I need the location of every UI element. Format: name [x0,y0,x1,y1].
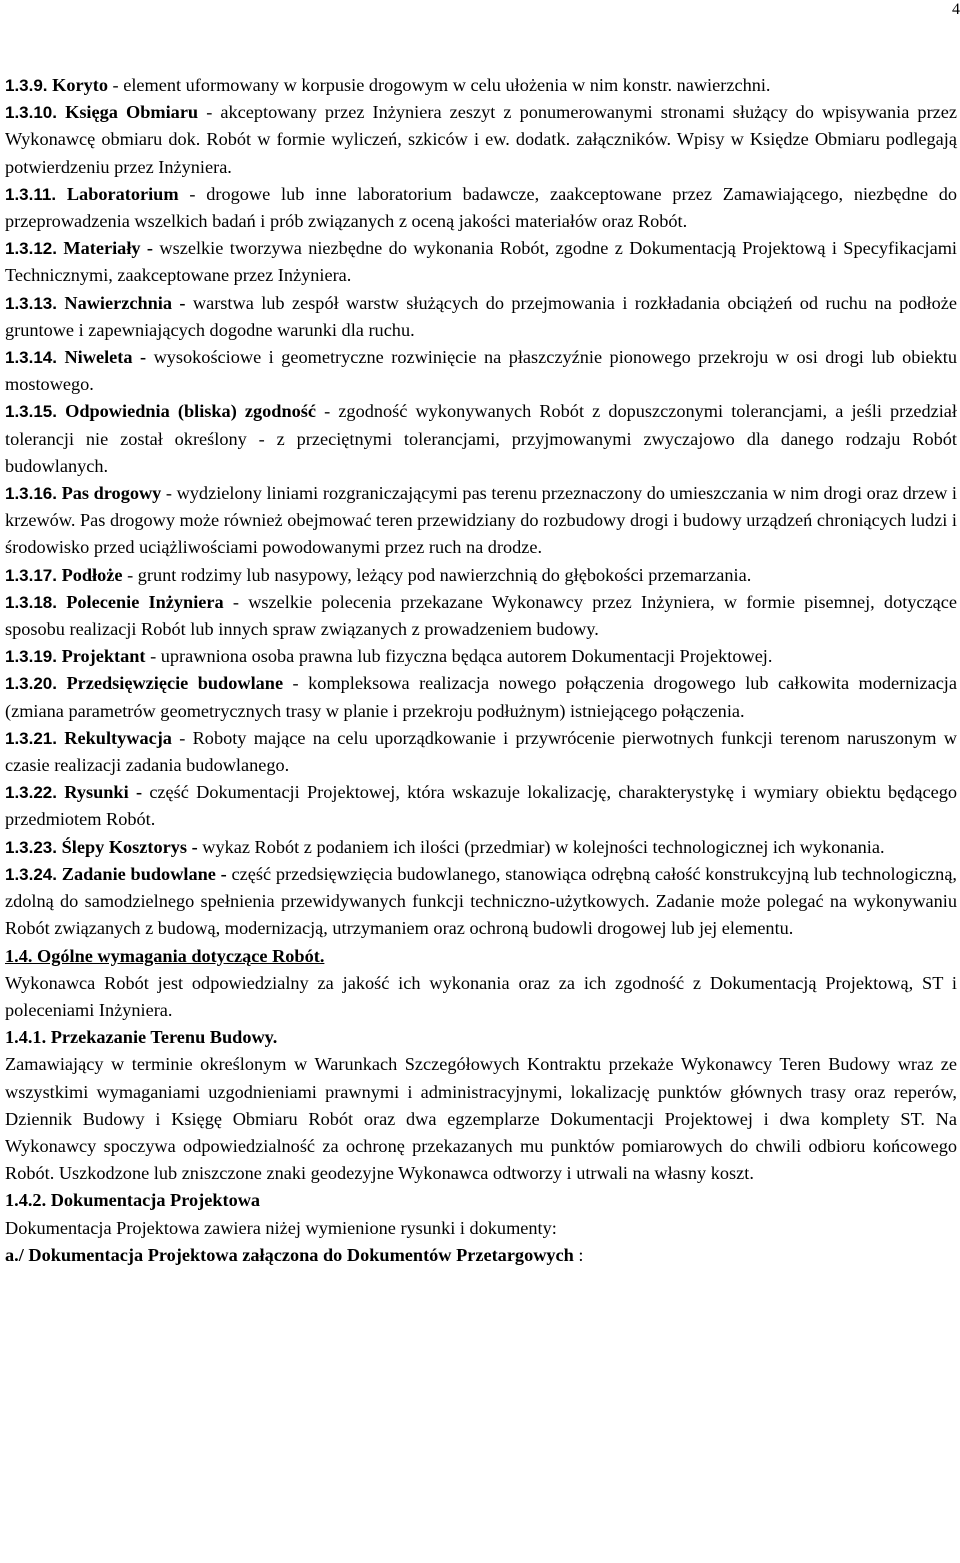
definition-term: Odpowiednia (bliska) zgodność [65,401,316,422]
definition-item [5,99,957,181]
definition-text: wysokościowe i geometryczne rozwinięcie na płaszczyźnie pionowego przekroju w osi drogi lub obiektu mostowego. [5,347,958,395]
definition-text: część przedsięwzięcia budowlanego, stanowiąca odrębną całość konstrukcyjną lub technologiczną, zdolną do samodzielnego spełnienia przewidywanych funkcji techniczno-użytkowych. Zadanie może polegać na wykonywaniu Robót związanych z budową, modernizacją, utrzymaniem oraz ochroną budowli drogowej lub jej elementu. [5,863,958,939]
definition-separator: - [122,564,138,585]
definition-text: akceptowany przez Inżyniera zeszyt z ponumerowanymi stronami służący do wpisywania przez Wykonawcę obmiaru dok. Robót w formie wyliczeń, szkiców i ew. dodatk. załączników. Wpisy w Księdze Obmiaru podlegają potwierdzeniu przez Inżyniera. [5,102,958,177]
definition-term: Laboratorium [66,183,179,204]
definition-text: drogowe lub inne laboratorium badawcze, zaakceptowane przez Zamawiającego, niezbędne do przeprowadzenia wszelkich badań i prób związanych z oceną jakości materiałów oraz Robót. [5,183,958,232]
definition-text: Roboty mające na celu uporządkowanie i przywrócenie pierwotnych funkcji terenom naruszonym w czasie realizacji zadania budowlanego. [5,727,957,776]
definition-item [5,861,957,943]
definition-item [5,290,957,344]
definition-term: Przedsięwzięcie budowlane [66,673,284,694]
definition-number: 1.3.19. [5,647,57,667]
section-paragraph: Zamawiający w terminie określonym w Warunkach Szczegółowych Kontraktu przekaże Wykonawcy Teren Budowy wraz ze wszystkimi wymaganiami uzgodnieniami prawnymi i administracyjnymi, lokalizację punktów głównych trasy oraz reperów, Dziennik Budowy i Księgę Obmiaru Robót oraz dwa egzemplarze Dokumentacji Projektowej i dwa komplety ST. Na Wykonawcy spoczywa odpowiedzialność za ochronę przekazanych mu punktów pomiarowych do chwili odbioru końcowego Robót. Uszkodzone lub zniszczone znaki geodezyjne Wykonawca odtworzy i utrwali na własny koszt. [5,1054,957,1184]
section-heading [5,1187,957,1214]
definition-text: wszelkie polecenia przekazane Wykonawcy przez Inżyniera, w formie pisemnej, dotyczące sposobu realizacji Robót lub innych spraw związanych z prowadzeniem budowy. [5,591,958,640]
section-1-4-2-heading: 1.4.2. Dokumentacja Projektowa [5,1190,261,1211]
definition-separator [146,347,153,367]
definition-number: 1.3.24. [5,864,57,884]
definition-item [5,181,957,235]
section-paragraph: Wykonawca Robót jest odpowiedzialny za jakość ich wykonania oraz za ich zgodność z Dokumentacją Projektową, ST i poleceniami Inżyniera. [5,972,957,1020]
definition-term: Zadanie budowlane - [61,863,227,884]
definition-text: warstwa lub zespół warstw służących do przejmowania i rozkładania obciążeń od ruchu na podłoże gruntowe i zapewniających dogodne warunki dla ruchu. [5,292,957,340]
definition-text: wszelkie tworzywa niezbędne do wykonania Robót, zgodne z Dokumentacją Projektową i Specyfikacjami Technicznymi, zaakceptowane przez Inżyniera. [5,238,958,286]
definition-term: Ślepy Kosztorys - [61,836,198,857]
definition-number: 1.3.23. [5,837,57,857]
definition-item [5,235,957,289]
definition-item [5,344,957,398]
definitions-list [5,72,957,943]
definition-separator: - [161,483,177,504]
definition-number: 1.3.16. [5,484,57,504]
section-heading [5,1024,957,1051]
definition-text: zgodność wykonywanych Robót z dopuszczonymi tolerancjami, a jeśli przedział tolerancji nie został określony - z przeciętnymi tolerancjami, przyjmowanymi zwyczajowo dla danego rodzaju Robót budowlanych. [5,401,958,476]
definition-number: 1.3.15. [5,402,57,422]
definition-item [5,670,957,724]
definition-term: Projektant [61,646,146,667]
section-heading [5,943,957,970]
subsection-heading: a./ Dokumentacja Projektowa załączona do Dokumentów Przetargowych [5,1244,574,1265]
definition-number: 1.3.18. [5,592,57,612]
definition-item [5,480,957,562]
definition-term: Nawierzchnia - [64,292,186,313]
definition-item [5,589,957,643]
definition-separator [186,293,193,313]
definition-text: grunt rodzimy lub nasypowy, leżący pod nawierzchnią do głębokości przemarzania. [137,564,752,585]
definition-item [5,643,957,670]
definition-item [5,562,957,589]
section-1-4-heading: 1.4. Ogólne wymagania dotyczące Robót. [5,945,325,966]
definition-number: 1.3.9. [5,76,48,95]
definition-number: 1.3.10. [5,103,57,123]
definition-number: 1.3.13. [5,293,57,313]
definition-separator: - [171,727,193,748]
definition-separator: - [145,646,161,667]
definition-term: Rysunki - [64,782,143,803]
definition-separator: - [107,75,124,95]
definition-separator: - [283,673,309,694]
definition-term: Pas drogowy [61,483,162,504]
definition-term: Materiały - [63,238,154,259]
definition-item [5,779,957,833]
page-number: 4 [952,1,960,18]
subheading-line [5,1242,957,1269]
definition-text: wykaz Robót z podaniem ich ilości (przedmiar) w kolejności technologicznej ich wykonania. [202,836,885,857]
document-body [5,72,957,1269]
section-1-4-1-heading: 1.4.1. Przekazanie Terenu Budowy. [5,1027,278,1048]
definition-separator: - [178,183,207,204]
definition-term: Rekultywacja [64,727,172,748]
definition-text: uprawniona osoba prawna lub fizyczna będąca autorem Dokumentacji Projektowej. [160,646,773,667]
definition-text: kompleksowa realizacja nowego połączenia drogowego lub całkowita modernizacja (zmiana parametrów geometrycznych trasy w planie i przekroju podłużnym) istniejącego połączenia. [5,673,958,721]
definition-text: wydzielony liniami rozgraniczającymi pas terenu przeznaczony do umieszczania w nim drogi oraz drzew i krzewów. Pas drogowy może również obejmować teren przewidziany do rozbudowy drogi i budowy urządzeń chroniących ludzi i środowisko przed uciążliwościami powodowanymi przez ruch na drodze. [5,483,957,558]
definition-item [5,725,957,779]
definition-item [5,398,957,480]
definition-number: 1.3.22. [5,783,57,803]
definition-term: Podłoże [61,564,123,585]
definition-number: 1.3.17. [5,565,57,585]
definition-separator: - [223,591,249,612]
definition-item [5,72,957,99]
definition-separator: - [316,401,339,422]
definition-term: Koryto [52,75,108,95]
definition-term: Niweleta - [64,347,147,368]
definition-number: 1.3.14. [5,348,57,368]
definition-term: Polecenie Inżyniera [66,591,224,612]
definition-text: element uformowany w korpusie drogowym w celu ułożenia w nim konstr. nawierzchni. [123,75,771,95]
definition-item [5,834,957,861]
definition-number: 1.3.11. [5,184,57,204]
section-paragraph: Dokumentacja Projektowa zawiera niżej wymienione rysunki i dokumenty: [5,1217,557,1238]
definition-number: 1.3.21. [5,728,57,748]
definition-text: część Dokumentacji Projektowej, która wskazuje lokalizację, charakterystykę i wymiary obiektu będącego przedmiotem Robót. [5,782,957,830]
definition-number: 1.3.12. [5,239,57,259]
definition-number: 1.3.20. [5,674,57,694]
definition-term: Księga Obmiaru [65,102,199,123]
definition-separator: - [198,102,221,123]
subsection-heading-tail: : [573,1244,584,1265]
